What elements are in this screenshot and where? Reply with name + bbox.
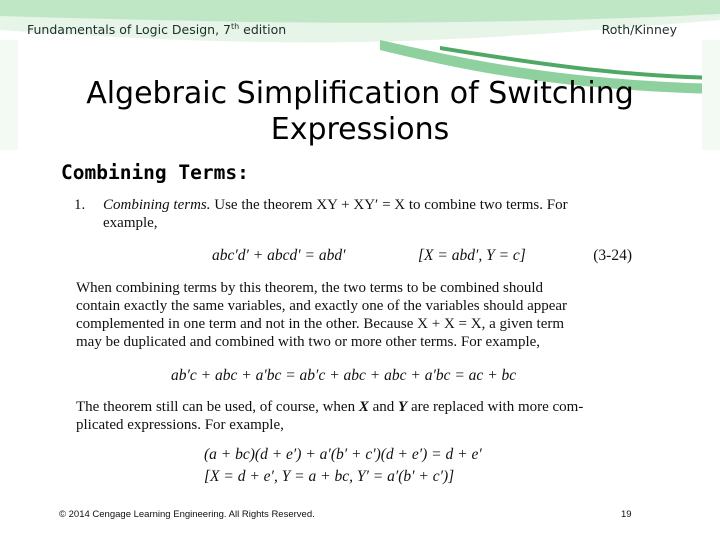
- paragraph-2-line-2: plicated expressions. For example,: [76, 417, 284, 433]
- equation-2: ab′c + abc + a′bc = ab′c + abc + abc + a′bc = ac + bc: [171, 367, 517, 384]
- item-line1-rest: Use the theorem XY + XY′ = X to combine two terms. For: [210, 197, 568, 213]
- paragraph-1-line-3: complemented in one term and not in the other. Because X + X = X, a given term: [76, 316, 565, 332]
- item-line1-text: [103, 196, 568, 214]
- equation-1: abc′d′ + abcd′ = abd′: [212, 247, 346, 264]
- slide-title-line2: Expressions: [270, 112, 450, 147]
- item-line1: [74, 196, 85, 214]
- header-course-title: Fundamentals of Logic Design, 7th edition: [27, 22, 287, 38]
- footer-copyright: © 2014 Cengage Learning Engineering. All Rights Reserved.: [59, 509, 315, 520]
- band-left-edge: [0, 40, 18, 150]
- paragraph-2-line-1: The theorem still can be used, of course, when X and Y are replaced with more com-: [76, 399, 584, 415]
- paragraph-1-line-1: When combining terms by this theorem, the two terms to be combined should: [76, 280, 543, 296]
- equation-1-number: (3-24): [593, 247, 632, 264]
- item-label: Combining terms.: [103, 197, 211, 213]
- variable-y: Y: [398, 399, 408, 415]
- slide-title-line1: Algebraic Simplification of Switching: [86, 76, 634, 111]
- slide-title: [40, 76, 680, 148]
- section-subheading: Combining Terms:: [61, 161, 249, 184]
- item-line2: example,: [103, 215, 158, 231]
- paragraph-1-line-4: may be duplicated and combined with two or more other terms. For example,: [76, 334, 541, 350]
- paragraph-1-line-2: contain exactly the same variables, and exactly one of the variables should appear: [76, 298, 568, 314]
- equation-3: (a + bc)(d + e′) + a′(b′ + c′)(d + e′) = d + e′: [204, 446, 482, 463]
- variable-x: X: [358, 399, 369, 415]
- equation-3-condition: [X = d + e′, Y = a + bc, Y′ = a′(b′ + c′)]: [204, 468, 455, 485]
- footer-page-number: 19: [621, 509, 632, 520]
- item-number: 1.: [74, 197, 86, 213]
- equation-1-condition: [X = abd′, Y = c]: [418, 247, 526, 264]
- band-right-edge: [702, 40, 720, 150]
- header-authors: Roth/Kinney: [601, 22, 677, 37]
